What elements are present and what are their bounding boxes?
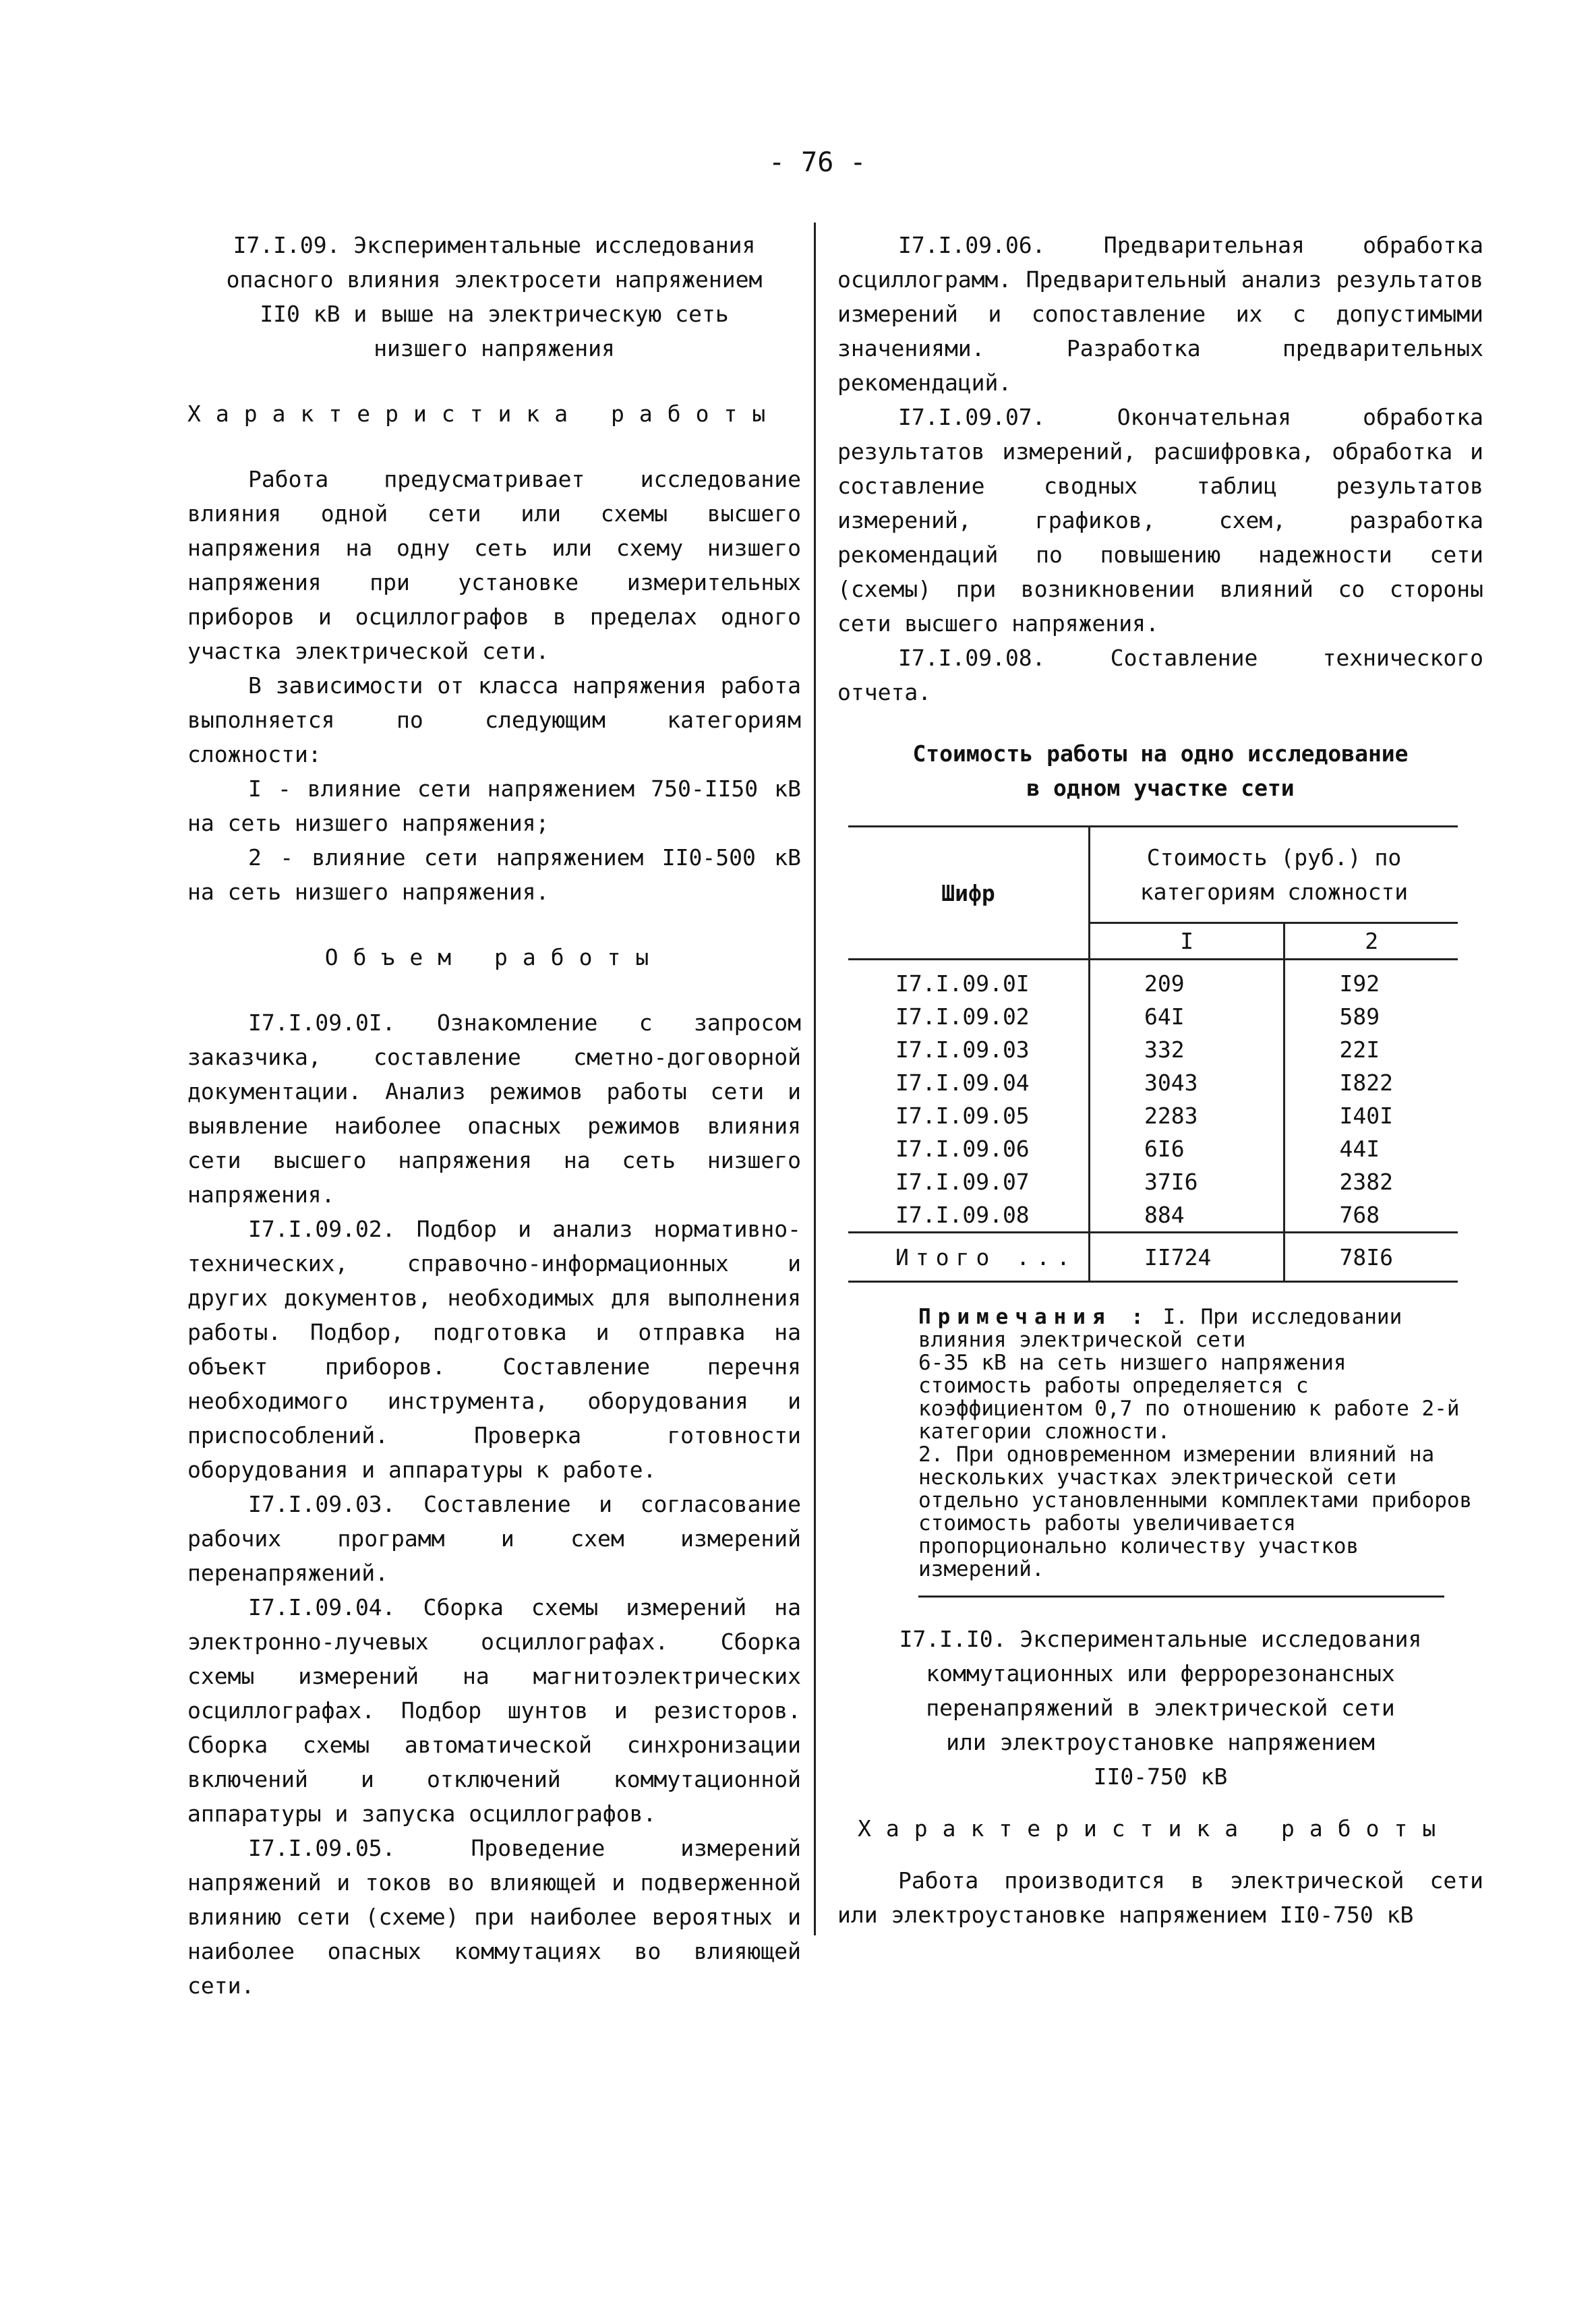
table-row	[848, 1165, 1458, 1198]
row-cost-category-2: I822	[1284, 1066, 1458, 1099]
step-17-1-09-02: I7.I.09.02. Подбор и анализ нормативно-технических, справочно-информационных и других документов, необходимых для выполнения работы. Подбор, подготовка и отправка на объект приборов. Составление перечня необходимого инструмента, оборудования и приспособлений. Проверка готовности оборудования и аппаратуры к работе.	[187, 1216, 801, 1483]
row-cost-category-1: 332	[1090, 1033, 1284, 1066]
page-number: - 76 -	[769, 147, 866, 178]
table-row	[848, 1066, 1458, 1099]
column-header-category-2: 2	[1284, 923, 1458, 960]
total-cost-category-1: II724	[1090, 1233, 1284, 1282]
row-code: I7.I.09.07	[895, 1169, 1030, 1195]
column-header-category-1: I	[1090, 923, 1284, 960]
table-row	[848, 1132, 1458, 1165]
table-notes	[918, 1306, 1483, 1581]
characteristics-paragraph-2: В зависимости от класса напряжения работа выполняется по следующим категориям сложности:	[187, 672, 801, 767]
row-code: I7.I.09.05	[895, 1103, 1030, 1129]
step-17-1-09-07: I7.I.09.07. Окончательная обработка результатов измерений, расшифровка, обработка и составление сводных таблиц результатов измерений, графиков, схем, разработка рекомендаций по повышению надежности сети (схемы) при возникновении влияний со стороны сети высшего напряжения.	[837, 404, 1483, 637]
step-17-1-09-04: I7.I.09.04. Сборка схемы измерений на электронно-лучевых осциллографах. Сборка схемы измерений на магнитоэлектрических осциллографах. Подбор шунтов и резисторов. Сборка схемы автоматической синхронизации включений и отключений коммутационной аппаратуры и запуска осциллографов.	[187, 1594, 801, 1827]
cost-table-title: Стоимость работы на одно исследование в одном участке сети	[912, 740, 1409, 801]
row-cost-category-1: 37I6	[1090, 1165, 1284, 1198]
row-cost-category-1: 2283	[1090, 1099, 1284, 1132]
step-17-1-09-01: I7.I.09.0I. Ознакомление с запросом заказчика, составление сметно-договорной документации. Анализ режимов работы сети и выявление наиболее опасных режимов влияния сети высшего напряжения на сеть низшего напряжения.	[187, 1010, 801, 1208]
section-title-17-1-10: I7.I.I0. Экспериментальные исследования коммутационных или феррорезонансных перенапряжений в электрической сети или электроустановке напряжением II0-750 кВ	[899, 1626, 1422, 1790]
row-cost-category-1: 6I6	[1090, 1132, 1284, 1165]
row-cost-category-2: 589	[1284, 1000, 1458, 1033]
column-header-cost: Стоимость (руб.) по категориям сложности	[1090, 827, 1458, 923]
total-cost-category-2: 78I6	[1284, 1233, 1458, 1282]
row-cost-category-1: 64I	[1090, 1000, 1284, 1033]
row-code: I7.I.09.03	[895, 1036, 1030, 1063]
scope-heading: Объем работы	[324, 944, 664, 970]
row-code: I7.I.09.06	[895, 1136, 1030, 1162]
row-cost-category-2: 768	[1284, 1198, 1458, 1233]
row-code: I7.I.09.08	[895, 1202, 1030, 1228]
row-cost-category-2: I92	[1284, 960, 1458, 1001]
total-label: Итого ...	[848, 1233, 1090, 1282]
row-cost-category-2: 22I	[1284, 1033, 1458, 1066]
characteristics-paragraph-1: Работа предусматривает исследование влияния одной сети или схемы высшего напряжения на одну сеть или схему низшего напряжения при установке измерительных приборов и осциллографов в пределах одного участка электрической сети.	[187, 466, 801, 664]
section-title-17-1-09: I7.I.09. Экспериментальные исследования опасного влияния электросети напряжением II0 кВ и выше на электрическую сеть низшего напряжения	[226, 232, 763, 361]
table-row	[848, 1033, 1458, 1066]
row-code: I7.I.09.0I	[895, 970, 1030, 997]
characteristics-heading-2: Характеристика работы	[858, 1815, 1451, 1842]
right-column	[837, 228, 1483, 1932]
step-17-1-09-06: I7.I.09.06. Предварительная обработка осциллограмм. Предварительный анализ результатов измерений и сопоставление их с допустимыми значениями. Разработка предварительных рекомендаций.	[837, 232, 1483, 396]
category-2-item: 2 - влияние сети напряжением II0-500 кВ на сеть низшего напряжения.	[187, 844, 801, 905]
row-cost-category-2: 44I	[1284, 1132, 1458, 1165]
column-header-code: Шифр	[848, 827, 1090, 960]
table-row	[848, 1000, 1458, 1033]
notes-label: Примечания :	[918, 1305, 1150, 1329]
row-code: I7.I.09.02	[895, 1003, 1030, 1030]
step-17-1-09-08: I7.I.09.08. Составление технического отчета.	[837, 645, 1483, 705]
step-17-1-09-03: I7.I.09.03. Составление и согласование рабочих программ и схем измерений перенапряжений.	[187, 1491, 801, 1586]
left-column	[187, 228, 801, 2003]
characteristics-2-paragraph-1: Работа производится в электрической сети или электроустановке напряжением II0-750 кВ	[837, 1867, 1483, 1928]
row-cost-category-2: 2382	[1284, 1165, 1458, 1198]
row-cost-category-1: 209	[1090, 960, 1284, 1001]
row-cost-category-2: I40I	[1284, 1099, 1458, 1132]
row-code: I7.I.09.04	[895, 1070, 1030, 1096]
cost-table	[848, 825, 1458, 1283]
row-cost-category-1: 884	[1090, 1198, 1284, 1233]
row-cost-category-1: 3043	[1090, 1066, 1284, 1099]
table-row	[848, 1198, 1458, 1233]
notes-text: I. При исследовании влияния электрической сети 6-35 кВ на сеть низшего напряжения стоимость работы определяется с коэффициентом 0,7 по отношению к работе 2-й категории сложности. 2. При одновременном измерении влияний на нескольких участках электрической сети отдельно установленными комплектами приборов стоимость работы увеличивается пропорционально количеству участков измерений.	[918, 1305, 1473, 1581]
table-row	[848, 1099, 1458, 1132]
characteristics-heading: Характеристика работы	[187, 401, 781, 427]
table-row	[848, 960, 1458, 1001]
table-total-row	[848, 1233, 1458, 1282]
step-17-1-09-05: I7.I.09.05. Проведение измерений напряжений и токов во влияющей и подверженной влиянию сети (схеме) при наиболее вероятных и наиболее опасных коммутациях во влияющей сети.	[187, 1835, 801, 1999]
category-1-item: I - влияние сети напряжением 750-II50 кВ на сеть низшего напряжения;	[187, 776, 801, 836]
column-divider	[814, 223, 816, 1935]
